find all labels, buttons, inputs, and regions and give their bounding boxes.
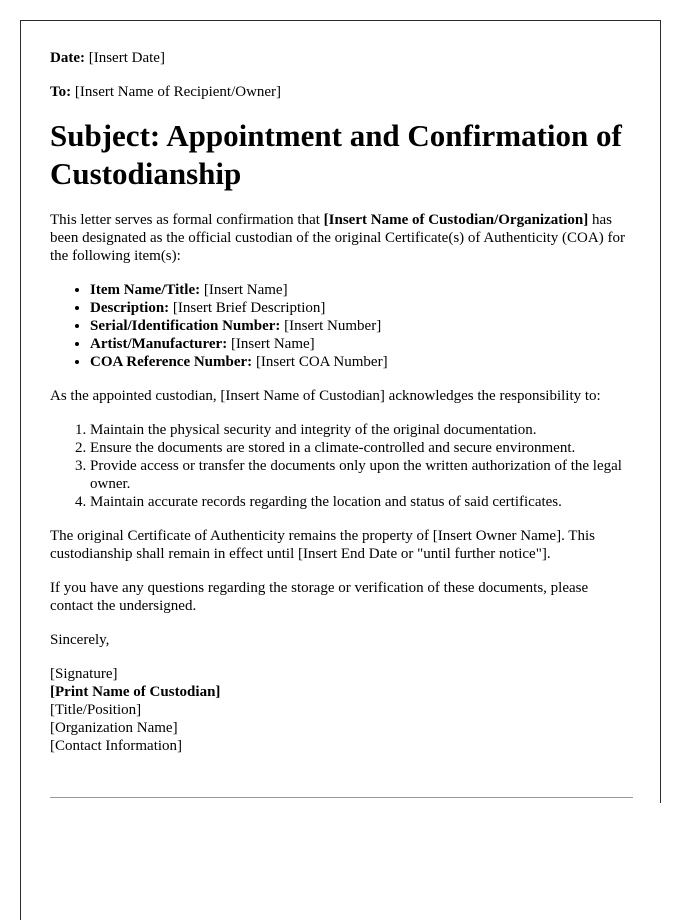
list-item: 3. Provide access or transfer the documents only upon the written authorization of the legal owner. [90, 457, 635, 493]
date-value: [Insert Date] [88, 50, 165, 66]
to-value: [Insert Name of Recipient/Owner] [74, 84, 282, 100]
item-label: COA Reference Number: [90, 354, 253, 370]
item-label: Artist/Manufacturer: [90, 336, 228, 352]
list-item: 1. Maintain the physical security and integrity of the original documentation. [90, 421, 635, 439]
date-line [50, 49, 635, 67]
item-value: [Insert Name] [230, 336, 315, 352]
item-label: Serial/Identification Number: [90, 318, 281, 334]
organization-name: [Organization Name] [50, 720, 178, 736]
title-position: [Title/Position] [50, 702, 142, 718]
questions-paragraph: If you have any questions regarding the storage or verification of these documents, please contact the undersigned. [50, 580, 589, 614]
to-label: To: [50, 84, 72, 100]
item-value: [Insert COA Number] [255, 354, 388, 370]
date-label: Date: [50, 50, 85, 66]
intro-after: has been designated as the official custodian of the original Certificate(s) of Authenticity (COA) for the following item(s): [50, 212, 625, 264]
list-item [90, 335, 635, 353]
closing: Sincerely, [50, 632, 110, 648]
footer-divider [50, 797, 633, 798]
responsibility-list [50, 421, 635, 511]
property-paragraph: The original Certificate of Authenticity remains the property of [Insert Owner Name]. This custodianship shall remain in effect until [Insert End Date or "until further notice"]. [50, 528, 595, 562]
intro-custodian: [Insert Name of Custodian/Organization] [323, 212, 589, 228]
letter-page [20, 20, 661, 920]
page-bottom-blank [21, 803, 662, 923]
contact-information: [Contact Information] [50, 738, 183, 754]
item-value: [Insert Name] [203, 282, 288, 298]
print-name [50, 683, 635, 701]
list-item: 4. Maintain accurate records regarding the location and status of said certificates. [90, 493, 635, 511]
list-item: 2. Ensure the documents are stored in a climate-controlled and secure environment. [90, 439, 635, 457]
list-item [90, 317, 635, 335]
subject-heading: Subject: Appointment and Confirmation of Custodianship [50, 118, 622, 191]
list-item [90, 299, 635, 317]
item-value: [Insert Brief Description] [172, 300, 326, 316]
item-label: Item Name/Title: [90, 282, 201, 298]
intro-paragraph [50, 211, 635, 265]
to-line [50, 83, 635, 101]
intro-before: This letter serves as formal confirmation that [50, 212, 324, 228]
item-list [50, 281, 635, 371]
print-name-text: [Print Name of Custodian] [50, 684, 221, 700]
list-item [90, 281, 635, 299]
signature-line: [Signature] [50, 666, 118, 682]
responsibility-intro: As the appointed custodian, [Insert Name of Custodian] acknowledges the responsibility to: [50, 388, 601, 404]
item-value: [Insert Number] [284, 318, 382, 334]
letter-body [50, 49, 635, 755]
item-label: Description: [90, 300, 170, 316]
list-item [90, 353, 635, 371]
